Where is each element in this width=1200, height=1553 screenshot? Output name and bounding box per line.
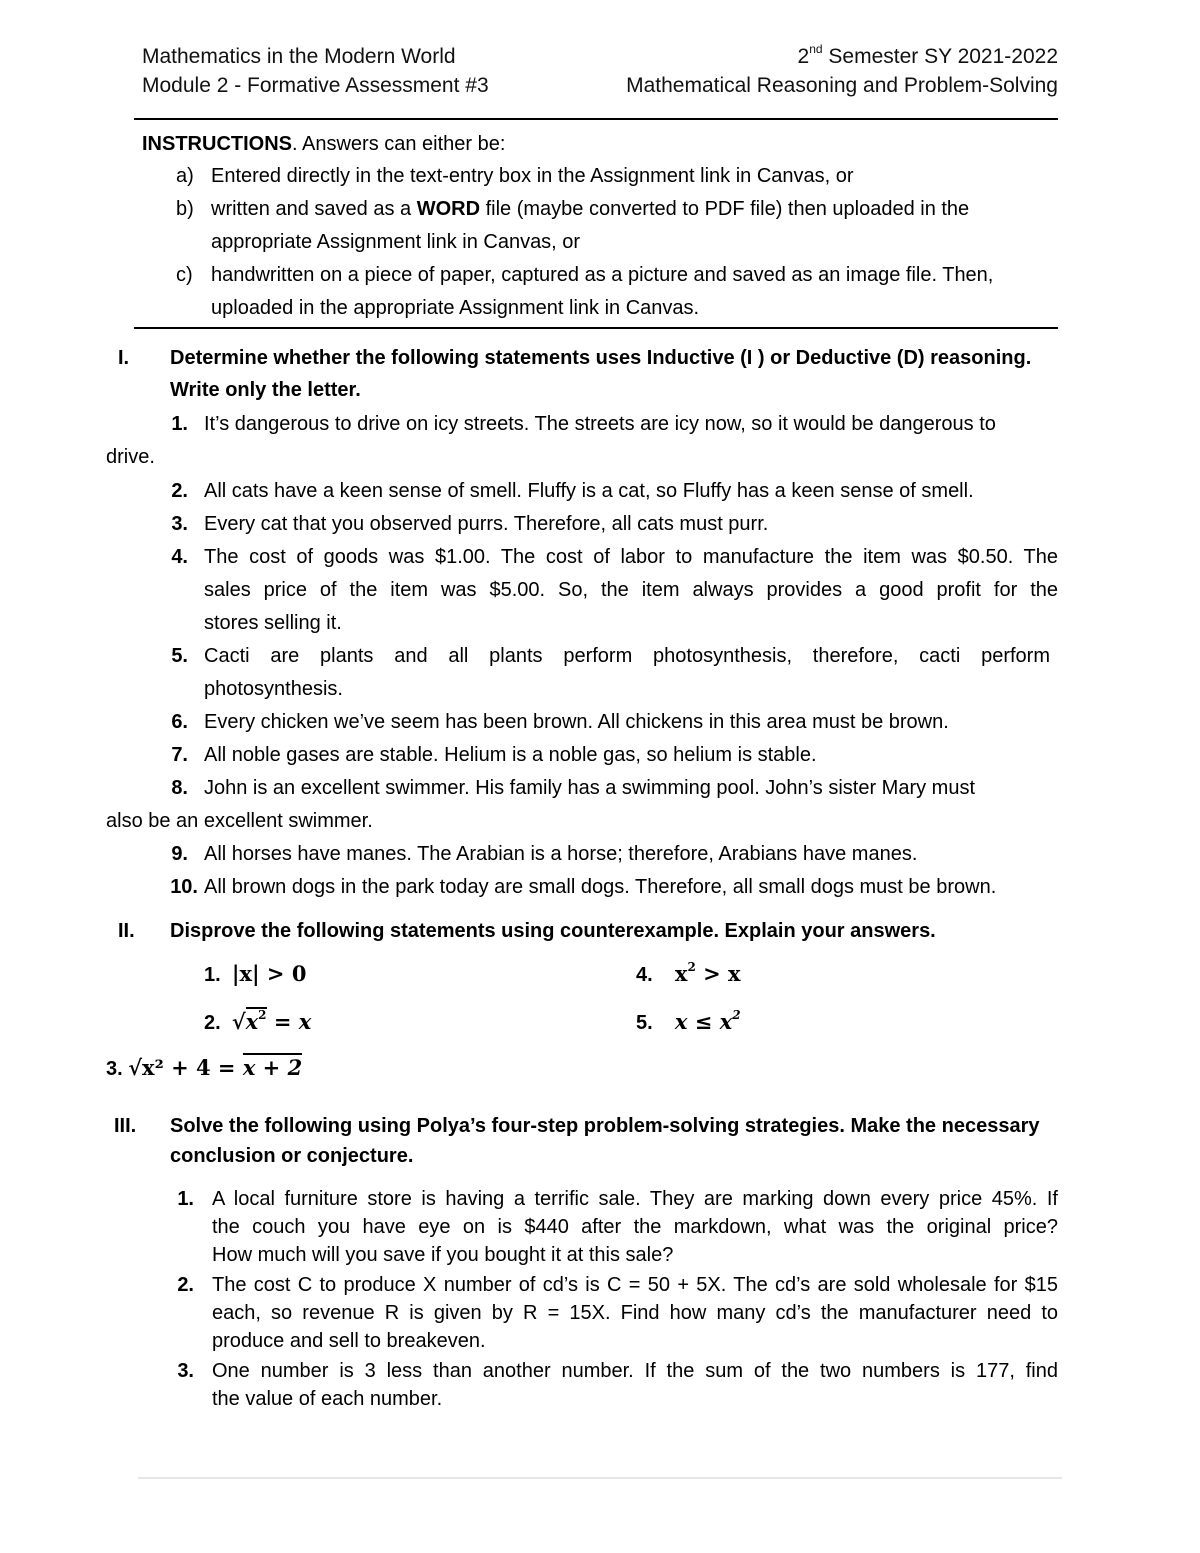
instruction-b-text-cont: appropriate Assignment link in Canvas, or bbox=[211, 231, 581, 253]
instruction-a-text: Entered directly in the text-entry box in the Assignment link in Canvas, or bbox=[211, 165, 854, 187]
s1-item-5-text-cont: photosynthesis. bbox=[204, 678, 343, 700]
s1-item-2-number: 2. bbox=[171, 480, 188, 502]
s1-item-4-text-cont: sales price of the item was $5.00. So, the item always provides a good profit for the bbox=[204, 579, 1058, 601]
s1-item-9-number: 9. bbox=[171, 843, 188, 865]
s3-item-3-text: One number is 3 less than another number. If the sum of the two numbers is 177, find bbox=[212, 1360, 1058, 1382]
s3-item-3-text-end: the value of each number. bbox=[212, 1388, 443, 1410]
s1-item-4-text-end: stores selling it. bbox=[204, 612, 342, 634]
instruction-b-label: b) bbox=[176, 198, 194, 220]
s1-item-2-text: All cats have a keen sense of smell. Fluffy is a cat, so Fluffy has a keen sense of smell. bbox=[204, 480, 974, 502]
s1-item-9-text: All horses have manes. The Arabian is a horse; therefore, Arabians have manes. bbox=[204, 843, 918, 865]
semester-label: 2nd Semester SY 2021-2022 bbox=[797, 42, 1058, 68]
instruction-c-text: handwritten on a piece of paper, captured as a picture and saved as an image file. Then, bbox=[211, 264, 994, 286]
s2-item-4: 4. $x^2 > x$ bbox=[636, 960, 741, 986]
s2-item-1: 1. |x| > 0 bbox=[204, 961, 307, 986]
section-1-number: I. bbox=[118, 347, 130, 369]
s3-item-2-text-cont: each, so revenue R is given by R = 15X. Find how many cd’s the manufacturer need to bbox=[212, 1302, 1058, 1324]
s1-item-5-text: Cacti are plants and all plants perform photosynthesis, therefore, cacti perform bbox=[204, 645, 1050, 667]
s3-item-1-text-cont: the couch you have eye on is $440 after the markdown, what was the original price? bbox=[212, 1216, 1058, 1238]
module-title: Module 2 - Formative Assessment #3 bbox=[142, 74, 489, 97]
s1-item-1-wrap: drive. bbox=[106, 446, 155, 468]
instruction-c-label: c) bbox=[176, 264, 193, 286]
s1-item-8-number: 8. bbox=[171, 777, 188, 799]
s1-item-7-number: 7. bbox=[171, 744, 188, 766]
section-2-number: II. bbox=[118, 920, 135, 942]
s3-item-2-text-end: produce and sell to breakeven. bbox=[212, 1330, 486, 1352]
s1-item-8-wrap: also be an excellent swimmer. bbox=[106, 810, 373, 832]
s2-item-3: 3. √x² + 4 = x + 2 bbox=[106, 1055, 303, 1080]
section-3-title-cont: conclusion or conjecture. bbox=[170, 1145, 414, 1167]
s1-item-4-number: 4. bbox=[171, 546, 188, 568]
s1-item-5-number: 5. bbox=[171, 645, 188, 667]
s1-item-10-number: 10. bbox=[170, 876, 198, 898]
s1-item-1-number: 1. bbox=[171, 413, 188, 435]
s1-item-6-text: Every chicken we’ve seem has been brown. All chickens in this area must be brown. bbox=[204, 711, 949, 733]
course-title: Mathematics in the Modern World bbox=[142, 45, 456, 68]
s1-item-3-text: Every cat that you observed purrs. Therefore, all cats must purr. bbox=[204, 513, 769, 535]
s3-item-1-text: A local furniture store is having a terrific sale. They are marking down every price 45%. If bbox=[212, 1188, 1058, 1210]
s2-item-5: 5. $x \le x^2$ bbox=[636, 1008, 741, 1034]
section-3-number: III. bbox=[114, 1115, 137, 1137]
instructions-divider bbox=[134, 327, 1058, 329]
s1-item-4-text: The cost of goods was $1.00. The cost of labor to manufacture the item was $0.50. The bbox=[204, 546, 1058, 568]
s3-item-1-number: 1. bbox=[177, 1188, 194, 1210]
section-3-title: Solve the following using Polya’s four-step problem-solving strategies. Make the necessary bbox=[170, 1115, 1040, 1137]
topic-title: Mathematical Reasoning and Problem-Solving bbox=[626, 74, 1058, 97]
s1-item-6-number: 6. bbox=[171, 711, 188, 733]
footer-divider bbox=[138, 1477, 1062, 1479]
instruction-b-text: written and saved as a WORD file (maybe converted to PDF file) then uploaded in the bbox=[211, 198, 970, 220]
s1-item-1-text: It’s dangerous to drive on icy streets. The streets are icy now, so it would be dangerous to bbox=[204, 413, 996, 435]
instruction-c-text-cont: uploaded in the appropriate Assignment link in Canvas. bbox=[211, 297, 700, 319]
s1-item-10-text: All brown dogs in the park today are small dogs. Therefore, all small dogs must be brown. bbox=[204, 876, 997, 898]
s2-item-2: 2. $√x^2 = x$ bbox=[204, 1008, 312, 1034]
header-divider bbox=[134, 118, 1058, 120]
s1-item-7-text: All noble gases are stable. Helium is a noble gas, so helium is stable. bbox=[204, 744, 817, 766]
s3-item-2-number: 2. bbox=[177, 1274, 194, 1296]
s1-item-3-number: 3. bbox=[171, 513, 188, 535]
instructions-intro: INSTRUCTIONS. Answers can either be: bbox=[142, 133, 506, 155]
instruction-a-label: a) bbox=[176, 165, 194, 187]
section-1-title: Determine whether the following statements uses Inductive (I ) or Deductive (D) reasoning. bbox=[170, 347, 1032, 369]
s3-item-1-text-end: How much will you save if you bought it at this sale? bbox=[212, 1244, 674, 1266]
s3-item-2-text: The cost C to produce X number of cd’s is C = 50 + 5X. The cd’s are sold wholesale for $15 bbox=[212, 1274, 1058, 1296]
s3-item-3-number: 3. bbox=[177, 1360, 194, 1382]
s1-item-8-text: John is an excellent swimmer. His family has a swimming pool. John’s sister Mary must bbox=[204, 777, 975, 799]
section-1-title-cont: Write only the letter. bbox=[170, 379, 361, 401]
section-2-title: Disprove the following statements using counterexample. Explain your answers. bbox=[170, 920, 936, 942]
